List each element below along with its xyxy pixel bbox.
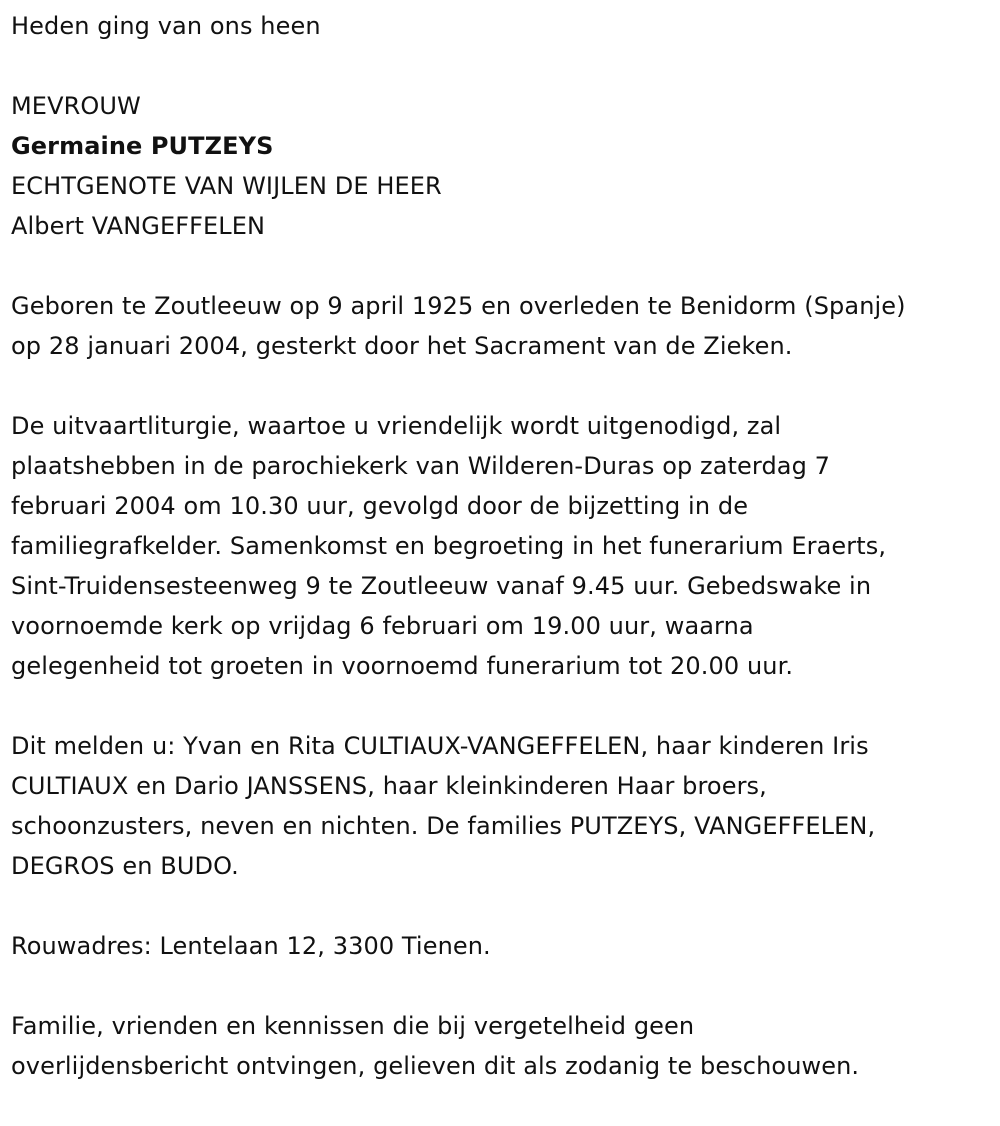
funeral-line: gelegenheid tot groeten in voornoemd funerarium tot 20.00 uur.: [11, 652, 794, 680]
mourning-address: Rouwadres: Lentelaan 12, 3300 Tienen.: [11, 932, 491, 960]
spacer: [11, 366, 1000, 406]
birth-death-line: op 28 januari 2004, gesterkt door het Sacrament van de Zieken.: [11, 332, 793, 360]
spacer: [11, 246, 1000, 286]
spacer: [11, 686, 1000, 726]
closing-line: Familie, vrienden en kennissen die bij vergetelheid geen: [11, 1012, 695, 1040]
title-line: MEVROUW: [11, 92, 141, 120]
deceased-name: Germaine PUTZEYS: [11, 132, 274, 160]
spouse-name: Albert VANGEFFELEN: [11, 212, 266, 240]
announced-by-line: schoonzusters, neven en nichten. De families PUTZEYS, VANGEFFELEN,: [11, 812, 876, 840]
announced-by-paragraph: [11, 726, 1000, 886]
birth-death-line: Geboren te Zoutleeuw op 9 april 1925 en overleden te Benidorm (Spanje): [11, 292, 906, 320]
relation-line: ECHTGENOTE VAN WIJLEN DE HEER: [11, 172, 442, 200]
closing-line: overlijdensbericht ontvingen, gelieven dit als zodanig te beschouwen.: [11, 1052, 860, 1080]
funeral-line: februari 2004 om 10.30 uur, gevolgd door de bijzetting in de: [11, 492, 749, 520]
spacer: [11, 46, 1000, 86]
funeral-line: voornoemde kerk op vrijdag 6 februari om 19.00 uur, waarna: [11, 612, 754, 640]
intro-line: Heden ging van ons heen: [11, 12, 321, 40]
announced-by-line: CULTIAUX en Dario JANSSENS, haar kleinkinderen Haar broers,: [11, 772, 767, 800]
funeral-line: Sint-Truidensesteenweg 9 te Zoutleeuw vanaf 9.45 uur. Gebedswake in: [11, 572, 872, 600]
funeral-line: De uitvaartliturgie, waartoe u vriendelijk wordt uitgenodigd, zal: [11, 412, 782, 440]
announced-by-line: DEGROS en BUDO.: [11, 852, 239, 880]
announced-by-line: Dit melden u: Yvan en Rita CULTIAUX-VANGEFFELEN, haar kinderen Iris: [11, 732, 869, 760]
spacer: [11, 886, 1000, 926]
birth-death-paragraph: [11, 286, 1000, 366]
closing-paragraph: [11, 1006, 1000, 1086]
funeral-line: familiegrafkelder. Samenkomst en begroeting in het funerarium Eraerts,: [11, 532, 887, 560]
funeral-paragraph: [11, 406, 1000, 686]
spacer: [11, 966, 1000, 1006]
funeral-line: plaatshebben in de parochiekerk van Wilderen-Duras op zaterdag 7: [11, 452, 831, 480]
